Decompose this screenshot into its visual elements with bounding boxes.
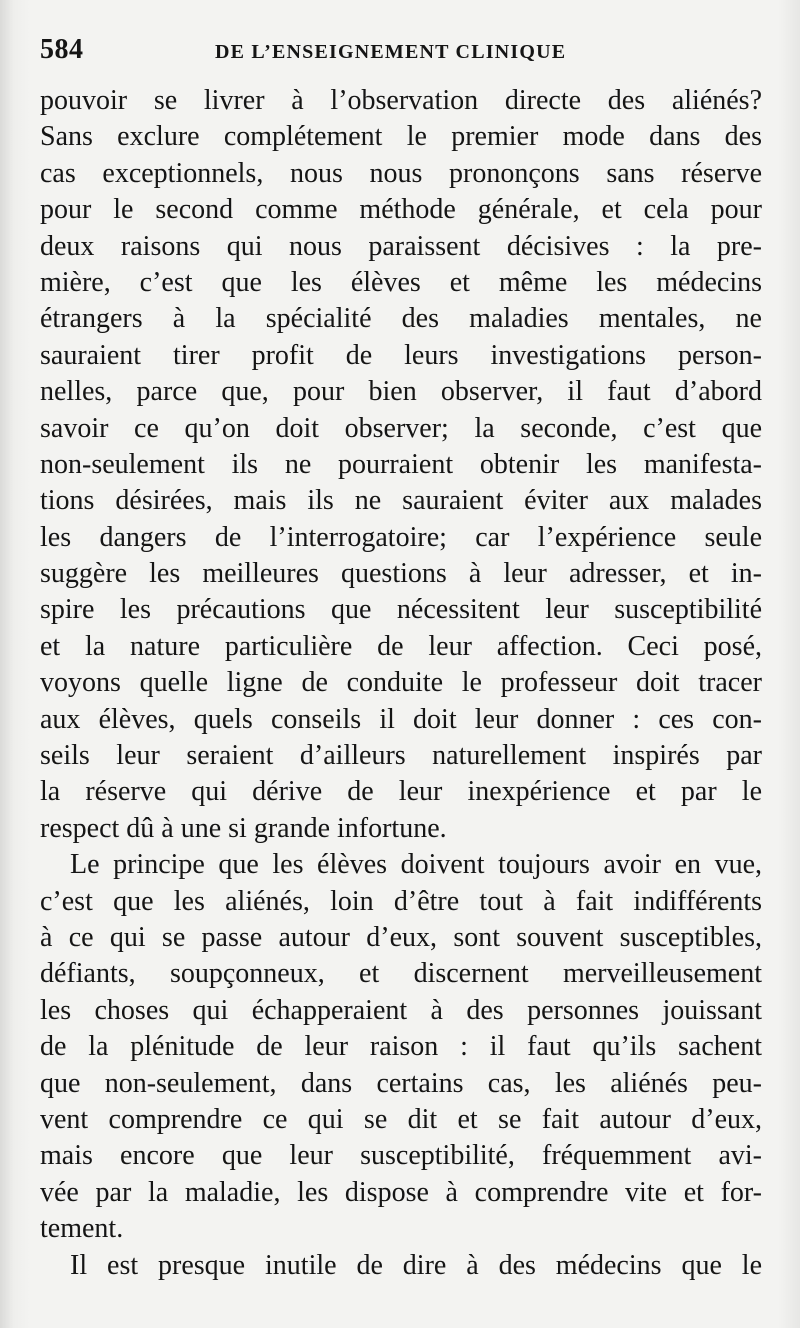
page-number: 584 [40, 34, 84, 65]
text-line: deux raisons qui nous paraissent décisives : la pre- [40, 230, 762, 262]
text-line: mière, c’est que les élèves et même les médecins [40, 266, 762, 298]
text-line: seils leur seraient d’ailleurs naturellement inspirés par [40, 740, 762, 772]
text-line: Sans exclure complétement le premier mode dans des [40, 121, 762, 153]
paragraph-end-line: respect dû à une si grande infortune. [40, 812, 447, 844]
running-head: DE L’ENSEIGNEMENT CLINIQUE [215, 41, 567, 63]
text-line: mais encore que leur susceptibilité, fréquemment avi- [40, 1140, 762, 1172]
text-line: tions désirées, mais ils ne sauraient éviter aux malades [40, 485, 762, 517]
text-line: pouvoir se livrer à l’observation directe des aliénés? [40, 85, 762, 116]
text-line: vée par la maladie, les dispose à comprendre vite et for- [40, 1176, 762, 1208]
text-line: aux élèves, quels conseils il doit leur donner : ces con- [40, 703, 762, 735]
text-line: sauraient tirer profit de leurs investigations person- [40, 339, 762, 371]
text-line: à ce qui se passe autour d’eux, sont souvent susceptibles, [40, 921, 762, 953]
text-line: que non-seulement, dans certains cas, les aliénés peu- [40, 1067, 762, 1099]
text-line: de la plénitude de leur raison : il faut qu’ils sachent [40, 1031, 762, 1063]
page-header [40, 34, 760, 74]
text-line: défiants, soupçonneux, et discernent merveilleusement [40, 958, 762, 990]
text-line: spire les précautions que nécessitent leur susceptibilité [40, 594, 762, 626]
text-line: voyons quelle ligne de conduite le professeur doit tracer [40, 667, 762, 699]
paragraph-start-line: Le principe que les élèves doivent toujours avoir en vue, [70, 849, 762, 881]
paragraph-end-line: tement. [40, 1213, 124, 1245]
text-line: c’est que les aliénés, loin d’être tout à fait indifférents [40, 885, 762, 917]
text-line: la réserve qui dérive de leur inexpérience et par le [40, 776, 762, 808]
text-line: et la nature particulière de leur affection. Ceci posé, [40, 630, 762, 662]
text-line: nelles, parce que, pour bien observer, il faut d’abord [40, 376, 762, 408]
text-line: cas exceptionnels, nous nous prononçons sans réserve [40, 157, 762, 189]
text-line: les dangers de l’interrogatoire; car l’expérience seule [40, 521, 762, 553]
text-line: les choses qui échapperaient à des personnes jouissant [40, 994, 762, 1026]
paragraph-start-line: Il est presque inutile de dire à des médecins que le [70, 1249, 762, 1281]
text-line: vent comprendre ce qui se dit et se fait autour d’eux, [40, 1103, 762, 1135]
text-line: pour le second comme méthode générale, et cela pour [40, 194, 762, 226]
text-line: étrangers à la spécialité des maladies mentales, ne [40, 303, 762, 335]
text-line: savoir ce qu’on doit observer; la seconde, c’est que [40, 412, 762, 444]
text-line: non-seulement ils ne pourraient obtenir les manifesta- [40, 448, 762, 480]
text-line: suggère les meilleures questions à leur adresser, et in- [40, 558, 762, 590]
body-text [40, 83, 762, 1284]
